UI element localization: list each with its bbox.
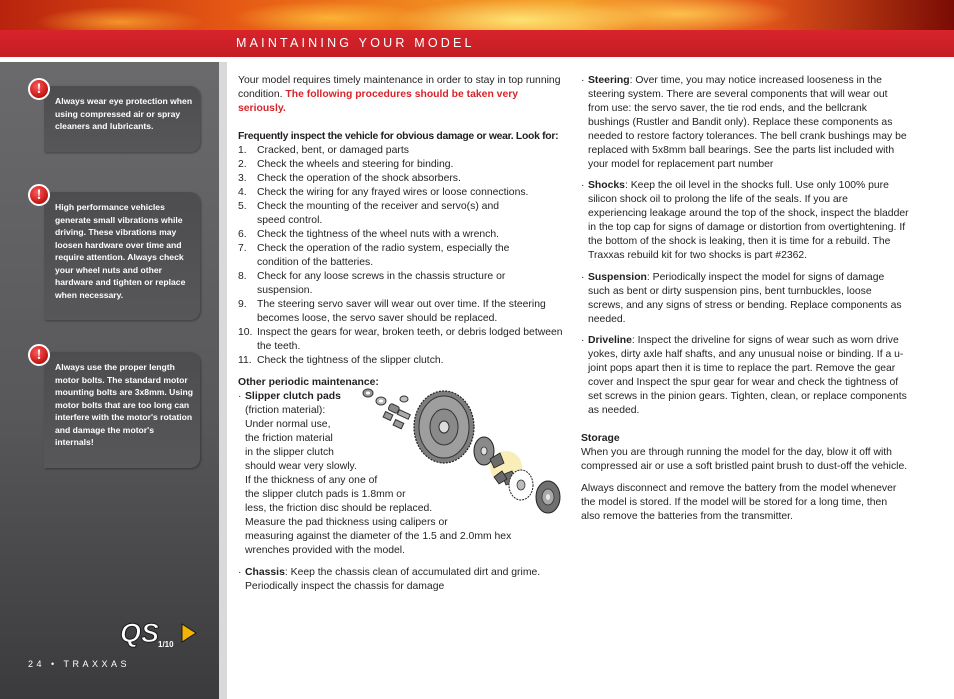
driveline-item: · Driveline: Inspect the driveline for signs of wear such as worn drive yokes, dirty axle half shafts, and any unusual noise or binding. If a u-joint pops apart then it is time to replace the part. Remove the gear cover and Inspect the spur gear for wear and check the tightness of set screws in the pinion gears. Tighten, clean, or replace components as needed. [581, 335, 907, 416]
list-item: 2. Check the wheels and steering for binding. [238, 159, 454, 170]
list-item: 4. Check the wiring for any frayed wires or loose connections. [238, 187, 529, 198]
hardware-parts [363, 389, 410, 429]
title-bar [0, 30, 954, 57]
note-text: Always use the proper length motor bolts. The standard motor mounting bolts are 3x8mm. Using motor bolts that are too long can interfere with the motor's rotation and damage the motor's internals! [55, 362, 193, 447]
suspension-item: · Suspension: Periodically inspect the model for signs of damage such as bent or dirty suspension pins, bent turnbuckles, loose screws, and any signs of stress or bending. Replace components as needed. [581, 272, 902, 325]
qs-logo [118, 618, 200, 648]
list-item: 7. Check the operation of the radio system, especially the condition of the batteries. [238, 243, 510, 268]
slipper-clutch-item: · Slipper clutch pads (friction material): Under normal use, the friction material in the slipper clutch should wear very slowly. If the thickness of any one of the slipper clutch pads is 1.8mm or less, the friction disc should be replaced. Measure the pad thickness using calipers or measuring against the diameter of the 1.5 and 2.0mm hex wrenches provided with the model. [238, 391, 512, 556]
list-item: 1. Cracked, bent, or damaged parts [238, 145, 409, 156]
list-item: 3. Check the operation of the shock absorbers. [238, 173, 461, 184]
warning-icon: ! [28, 78, 50, 100]
chassis-item: · Chassis: Keep the chassis clean of accumulated dirt and grime. Periodically inspect the chassis for damage [238, 567, 541, 592]
battery-paragraph: Always disconnect and remove the battery from the model whenever the model is stored. If the model will be stored for a long time, then also remove the batteries from the transmitter. [581, 483, 897, 522]
sidebar-divider [219, 62, 227, 699]
other-heading: Other periodic maintenance: [238, 377, 379, 388]
inspect-list [238, 144, 568, 368]
list-item: 9. The steering servo saver will wear out over time. If the steering becomes loose, the servo saver should be replaced. [238, 299, 546, 324]
inspect-heading: Frequently inspect the vehicle for obvious damage or wear. Look for: [238, 131, 559, 142]
column-right [581, 74, 909, 524]
list-item: 5. Check the mounting of the receiver and servo(s) and speed control. [238, 201, 499, 226]
page-footer: 24 • TRAXXAS [28, 659, 131, 669]
list-item: 11. Check the tightness of the slipper clutch. [238, 355, 444, 366]
steering-item: · Steering: Over time, you may notice increased looseness in the steering system. There are several components that will wear out from use: the servo saver, the tie rod ends, and the bellcrank bushings (Rustler and Bandit only). Replace these components as needed to restore factory tolerances. The bell crank bushings may be replaced with 5x8mm ball bearings. See the parts list included with your model for replacement part number [581, 75, 907, 170]
storage-paragraph: When you are through running the model for the day, blow it off with compressed air or use a soft bristled paint brush to dust-off the vehicle. [581, 447, 908, 472]
warning-note-eye-protection [44, 86, 200, 152]
warning-note-vibrations [44, 192, 200, 320]
slipper-clutch-diagram [356, 385, 566, 520]
storage-heading: Storage [581, 433, 620, 444]
list-item: 10. Inspect the gears for wear, broken teeth, or debris lodged between the teeth. [238, 327, 563, 352]
warning-icon: ! [28, 184, 50, 206]
logo-main: QS [120, 618, 160, 648]
warning-note-motor-bolts [44, 352, 200, 468]
note-text: High performance vehicles generate small vibrations while driving. These vibrations may loosen hardware over time and require attention. Always check your wheel nuts and other hardware and tighten or replace when necessary. [55, 202, 186, 300]
flame-banner [0, 0, 954, 30]
clutch-hub [536, 481, 560, 513]
list-item: 8. Check for any loose screws in the chassis structure or suspension. [238, 271, 506, 296]
friction-disc [509, 470, 533, 500]
note-text: Always wear eye protection when using compressed air or spray cleaners and lubricants. [55, 96, 193, 131]
spur-gear [414, 391, 474, 463]
shocks-item: · Shocks: Keep the oil level in the shocks full. Use only 100% pure silicon shock oil to prolong the life of the seals. If you are experiencing leakage around the top of the shock, inspect the bladder in the top cap for signs of damage or distortion from overtightening. If the bottom of the shock is leaking, then it is time for a rebuild. The Traxxas rebuild kit for two shocks is part #2362. [581, 180, 909, 261]
page-title: MAINTAINING YOUR MODEL [236, 36, 475, 50]
list-item: 6. Check the tightness of the wheel nuts with a wrench. [238, 229, 500, 240]
warning-icon: ! [28, 344, 50, 366]
intro-emphasis: The following procedures should be taken very seriously. [238, 89, 519, 114]
intro-paragraph: Your model requires timely maintenance in order to stay in top running condition. The following procedures should be taken very seriously. [238, 75, 561, 114]
logo-sub: 1/10 [158, 640, 174, 648]
